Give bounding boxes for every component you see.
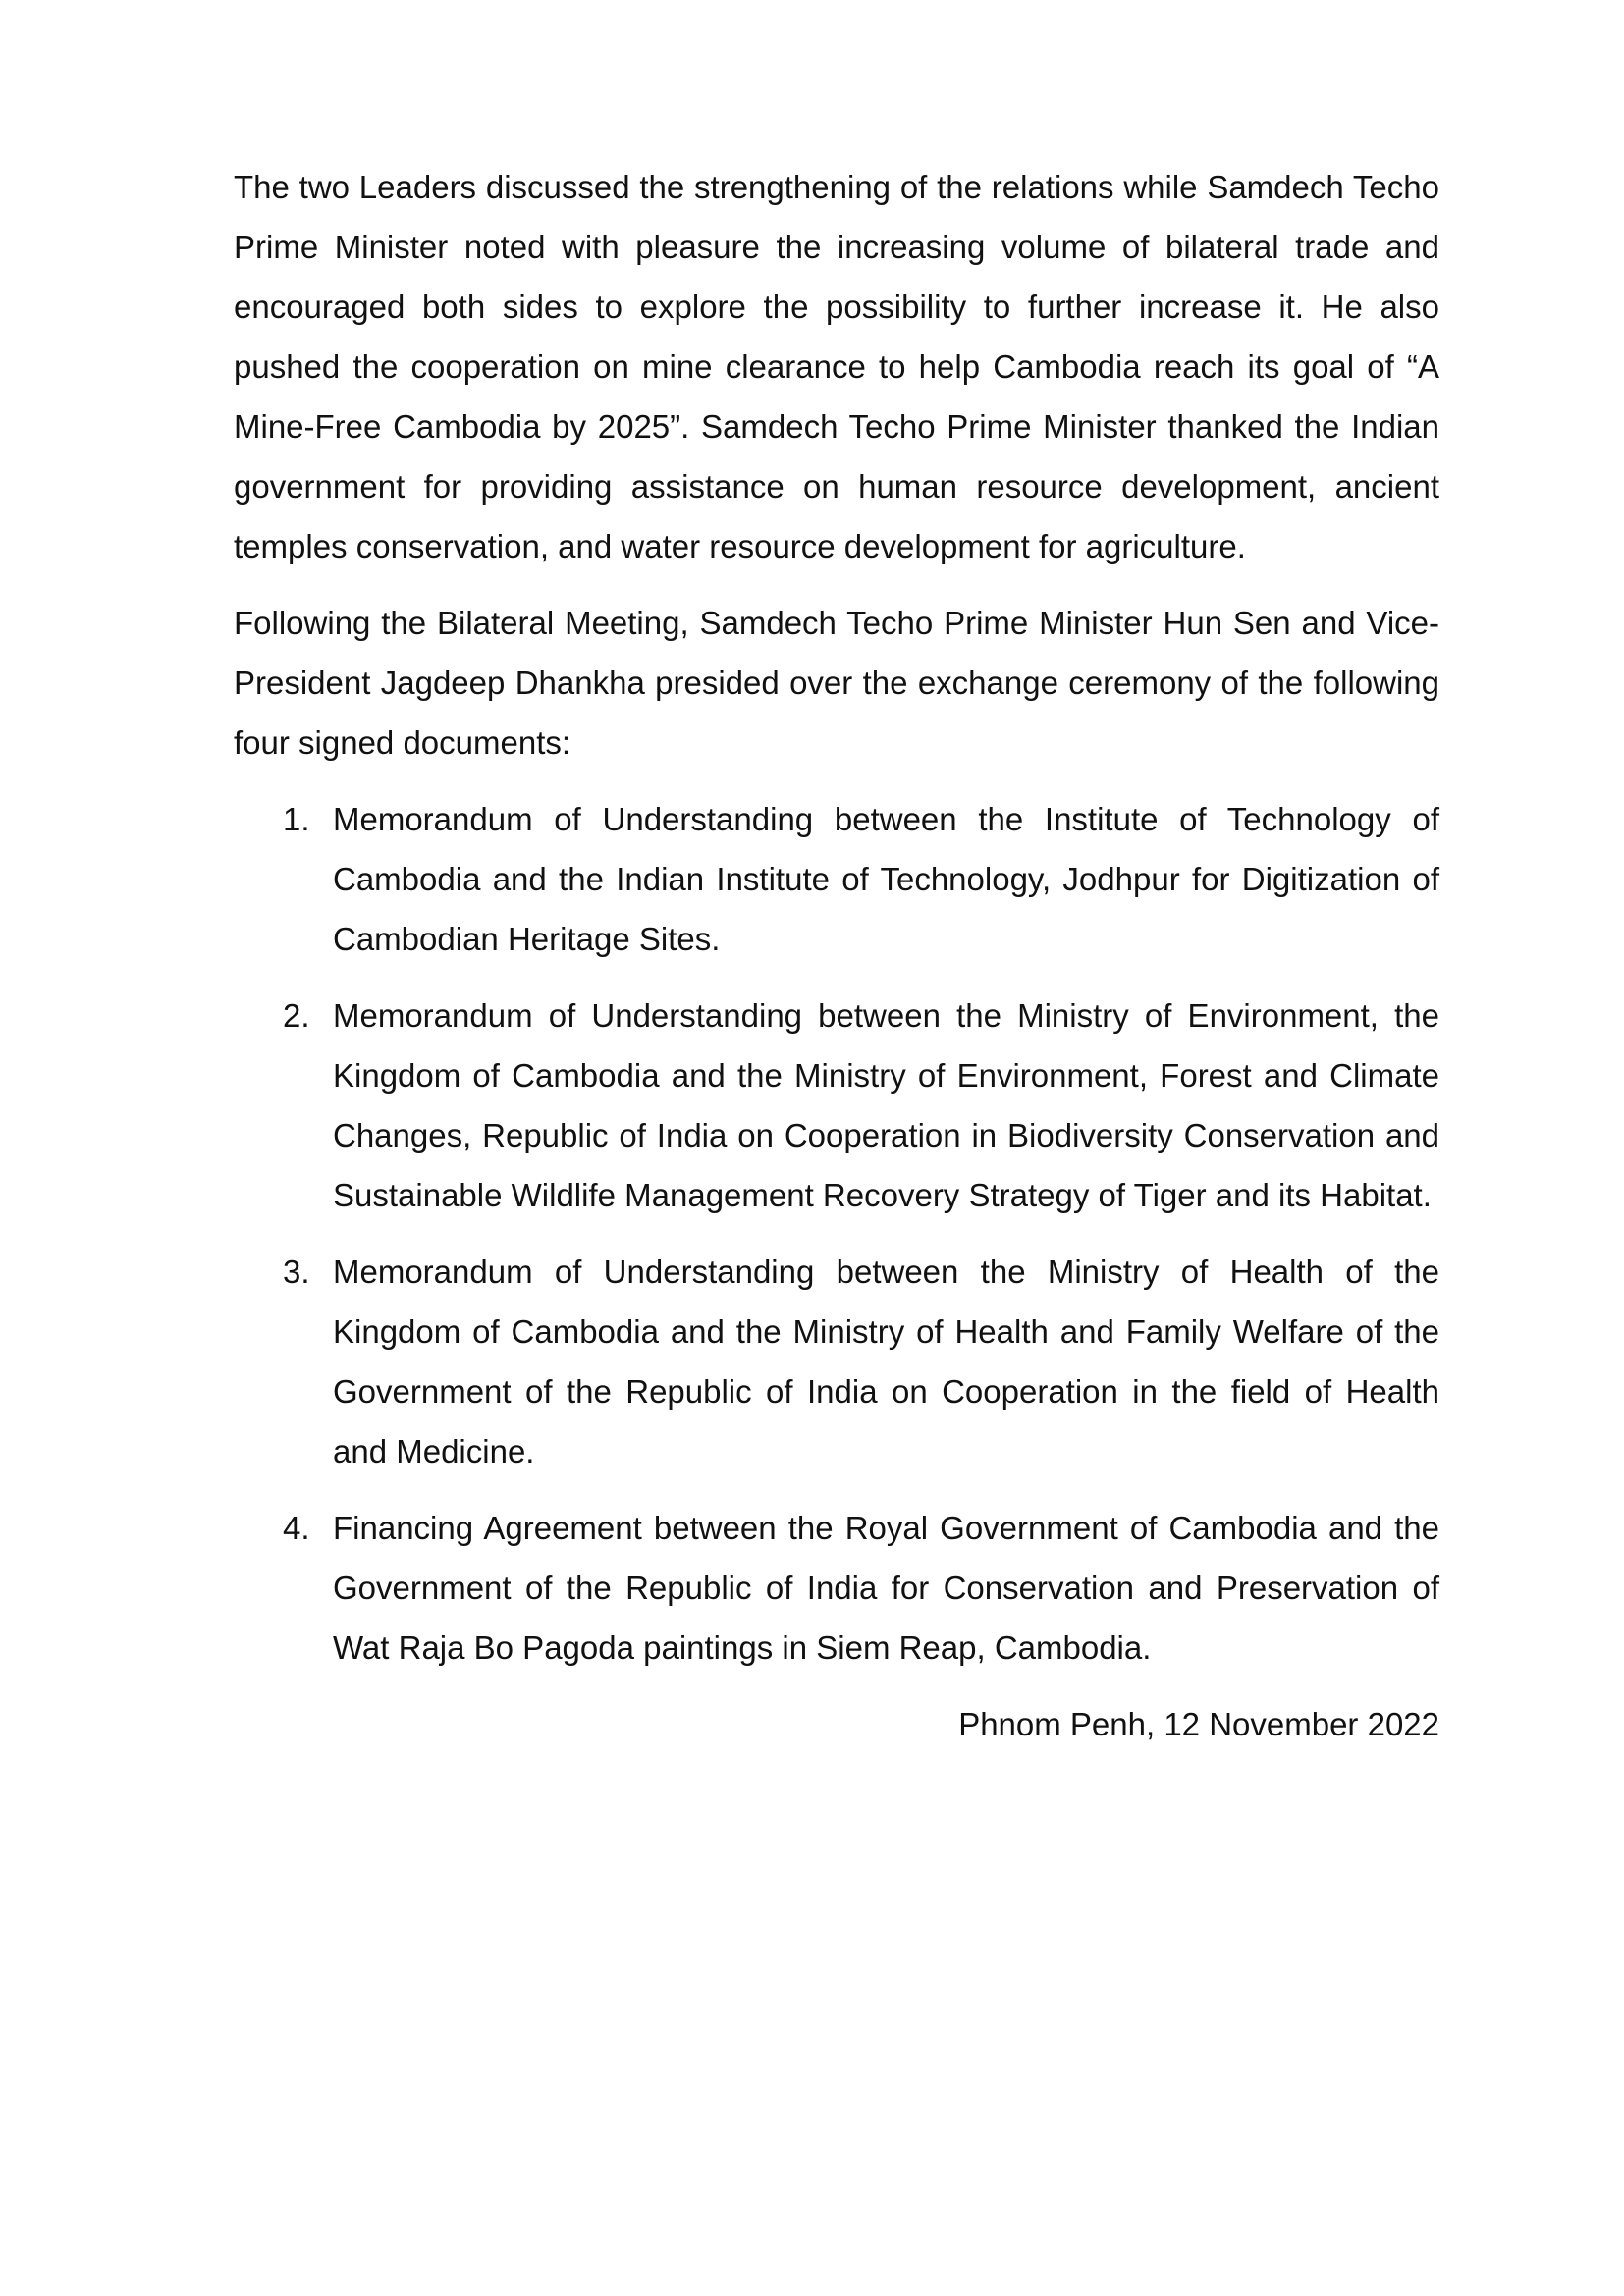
place-and-date: Phnom Penh, 12 November 2022 bbox=[958, 1706, 1439, 1742]
document-page bbox=[234, 157, 1439, 1754]
signed-documents-list bbox=[234, 789, 1439, 1678]
list-item-number: 3. bbox=[283, 1254, 310, 1290]
paragraph-exchange-ceremony: Following the Bilateral Meeting, Samdech Techo Prime Minister Hun Sen and Vice-President Jagdeep Dhankha presided over the exchange ceremony of the following four signed documents: bbox=[234, 605, 1439, 761]
paragraph-leaders-discussion: The two Leaders discussed the strengthening of the relations while Samdech Techo Prime Minister noted with pleasure the increasing volume of bilateral trade and encouraged both sides to explore the possibility to further increase it. He also pushed the cooperation on mine clearance to help Cambodia reach its goal of “A Mine-Free Cambodia by 2025”. Samdech Techo Prime Minister thanked the Indian government for providing assistance on human resource development, ancient temples conservation, and water resource development for agriculture. bbox=[234, 169, 1439, 564]
list-item-text: Financing Agreement between the Royal Government of Cambodia and the Government of the Republic of India for Conservation and Preservation of Wat Raja Bo Pagoda paintings in Siem Reap, Cambodia. bbox=[333, 1510, 1439, 1666]
list-item bbox=[234, 789, 1439, 969]
list-item bbox=[234, 1498, 1439, 1678]
list-item-text: Memorandum of Understanding between the Ministry of Health of the Kingdom of Cambodia and the Ministry of Health and Family Welfare of the Government of the Republic of India on Cooperation in the field of Health and Medicine. bbox=[333, 1254, 1439, 1469]
list-item-number: 4. bbox=[283, 1510, 310, 1546]
list-item-text: Memorandum of Understanding between the Ministry of Environment, the Kingdom of Cambodia and the Ministry of Environment, Forest and Climate Changes, Republic of India on Cooperation in Biodiversity Conservation and Sustainable Wildlife Management Recovery Strategy of Tiger and its Habitat. bbox=[333, 997, 1439, 1213]
list-item-number: 1. bbox=[283, 801, 310, 837]
list-item bbox=[234, 986, 1439, 1225]
list-item-text: Memorandum of Understanding between the Institute of Technology of Cambodia and the Indian Institute of Technology, Jodhpur for Digitization of Cambodian Heritage Sites. bbox=[333, 801, 1439, 957]
list-item bbox=[234, 1242, 1439, 1481]
list-item-number: 2. bbox=[283, 997, 310, 1034]
